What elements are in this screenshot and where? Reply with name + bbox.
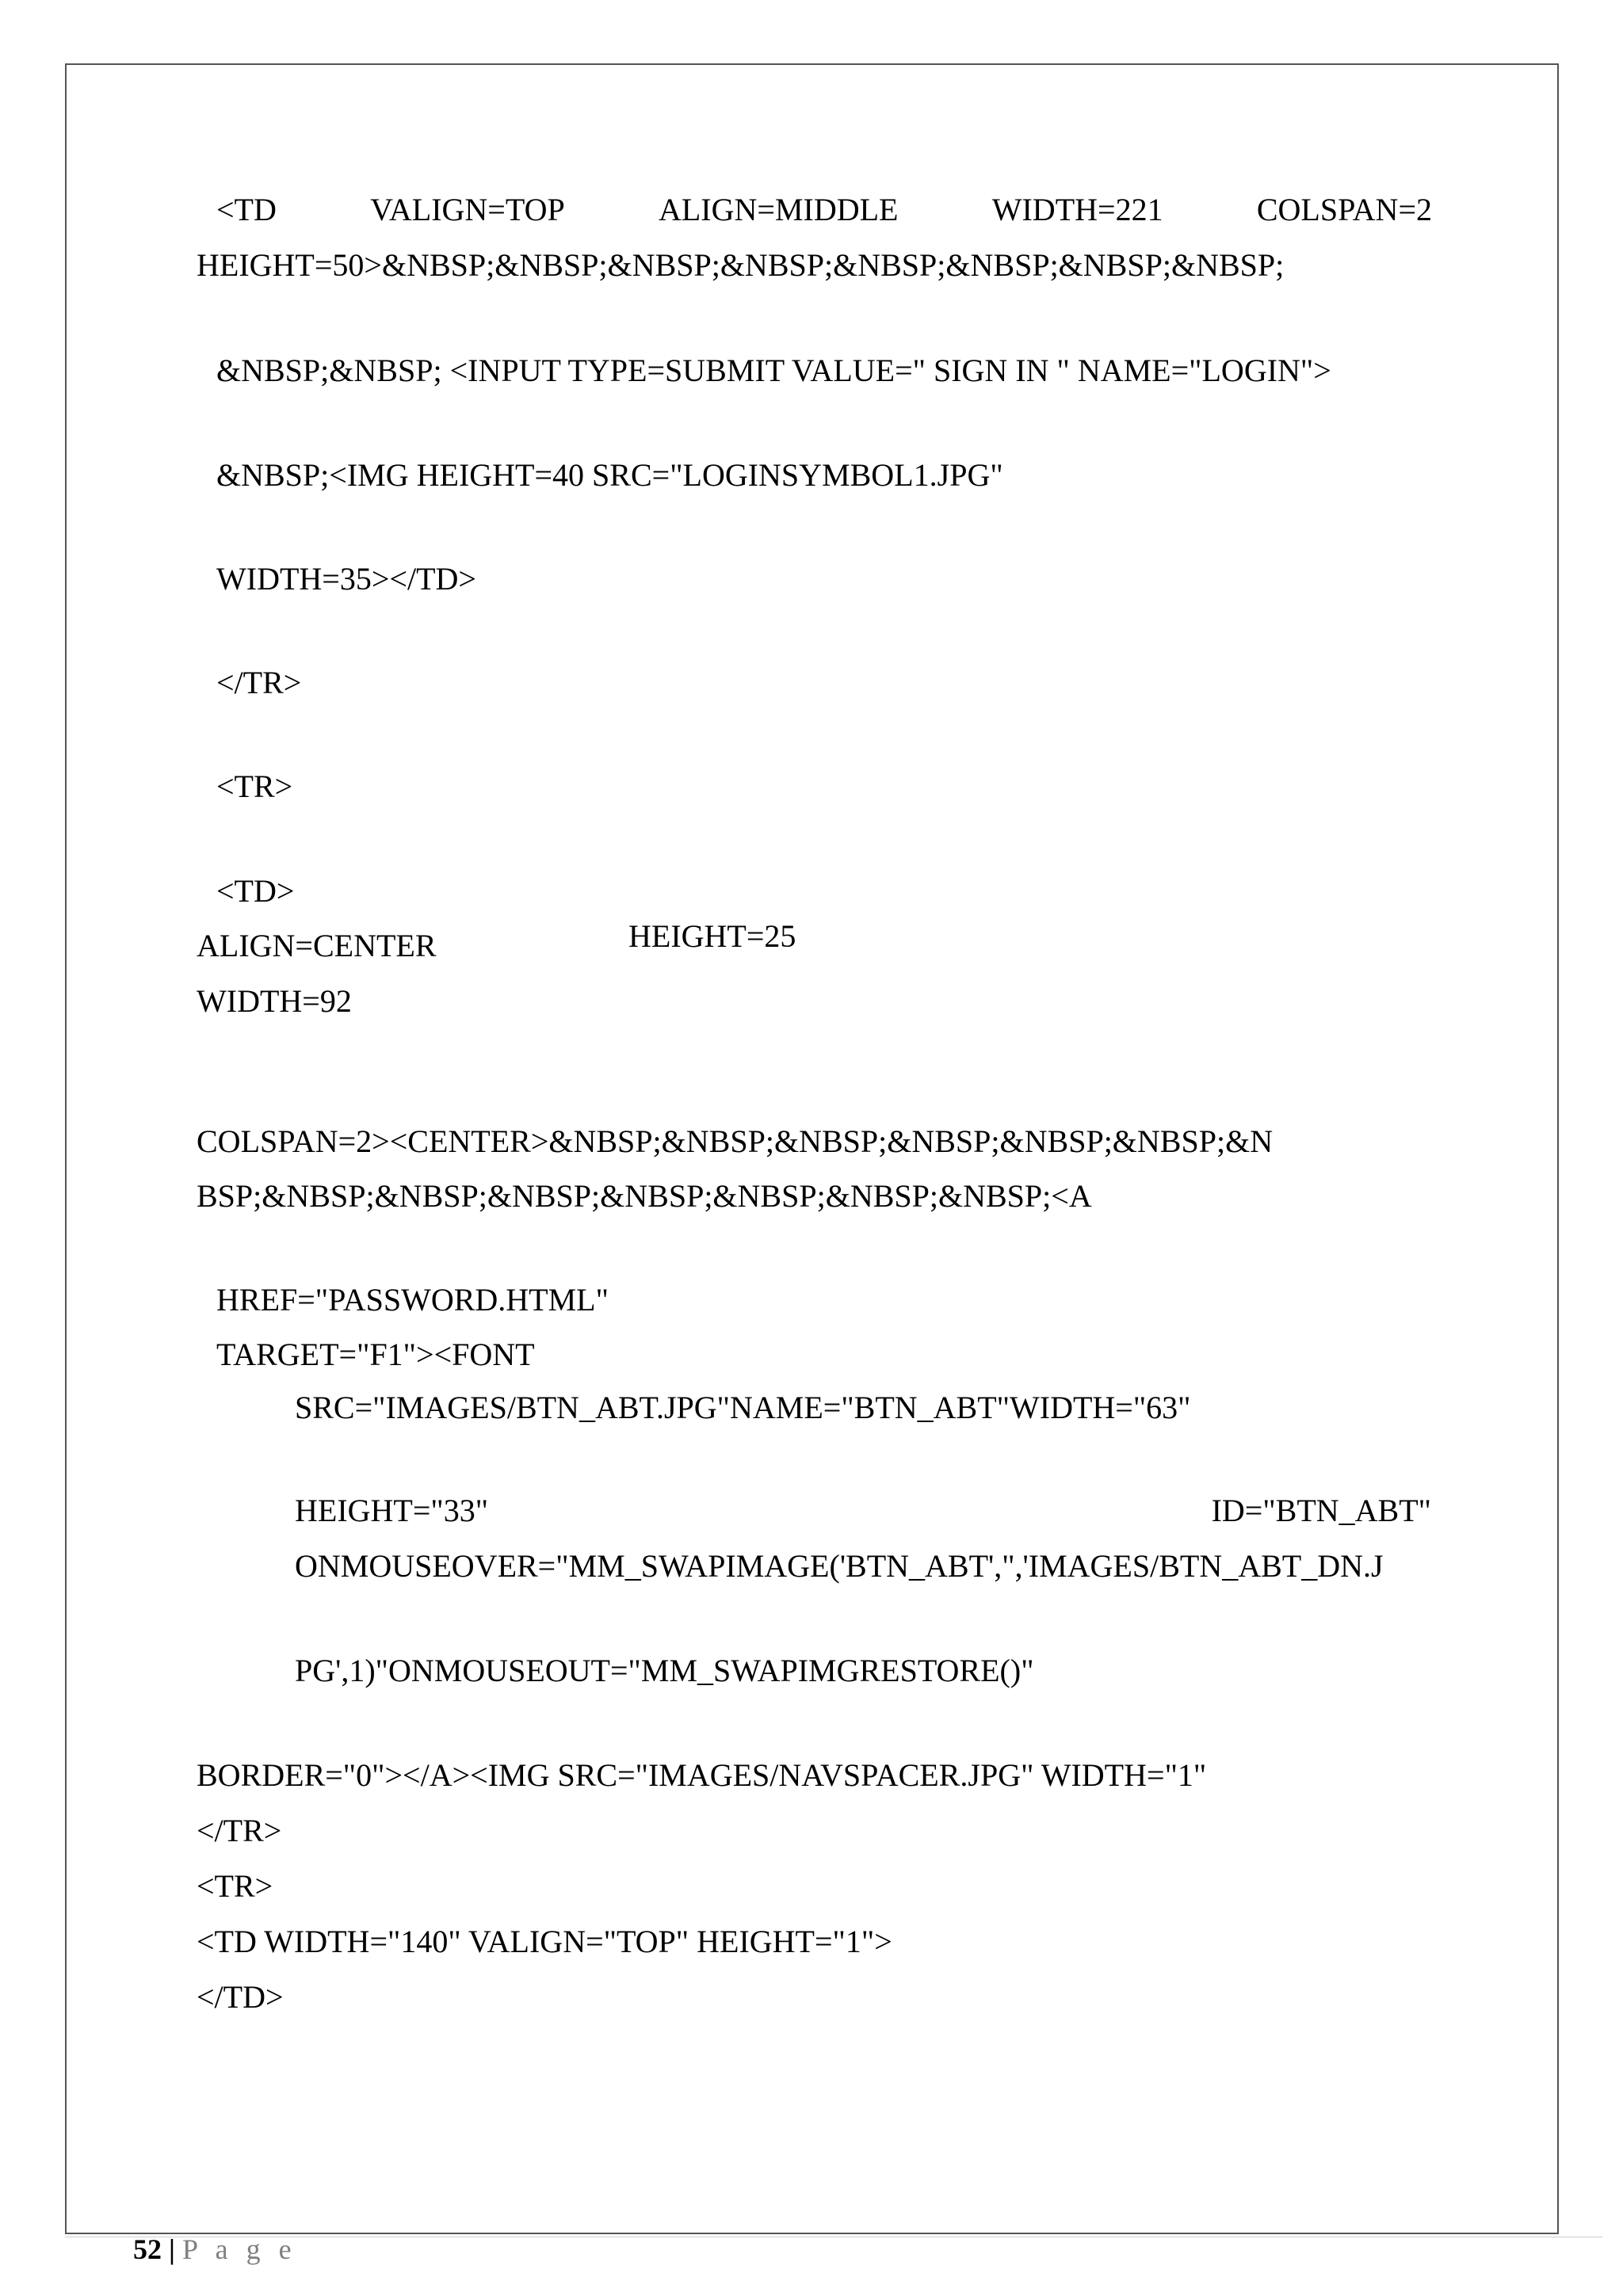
code-line: WIDTH=35></TD> (216, 561, 476, 597)
code-line: SRC="IMAGES/BTN_ABT.JPG"NAME="BTN_ABT"WIDTH="63" (295, 1390, 1191, 1425)
code-line: <TD WIDTH="140" VALIGN="TOP" HEIGHT="1"> (197, 1924, 892, 1959)
td-open-line (216, 191, 1432, 229)
code-line: ALIGN=CENTER (197, 928, 437, 963)
code-token: COLSPAN=2 (1256, 192, 1432, 227)
code-line: ONMOUSEOVER="MM_SWAPIMAGE('BTN_ABT',",'IMAGES/BTN_ABT_DN.J (295, 1548, 1384, 1584)
height-id-line (295, 1492, 1431, 1530)
code-line: WIDTH=92 (197, 983, 352, 1019)
page-footer (133, 2232, 297, 2267)
code-line: HREF="PASSWORD.HTML" (216, 1282, 609, 1318)
code-line: </TR> (197, 1813, 282, 1848)
code-line: <TD> (216, 873, 295, 909)
code-token: WIDTH=221 (991, 192, 1163, 227)
code-line: <TR> (197, 1868, 273, 1904)
code-line: </TD> (197, 1979, 284, 2015)
code-line: </TR> (216, 665, 302, 700)
code-line: PG',1)"ONMOUSEOUT="MM_SWAPIMGRESTORE()" (295, 1653, 1034, 1688)
page-word: P a g e (181, 2233, 297, 2265)
code-line: TARGET="F1"><FONT (216, 1337, 535, 1372)
code-line: HEIGHT=25 (628, 918, 796, 954)
code-line: HEIGHT=50>&NBSP;&NBSP;&NBSP;&NBSP;&NBSP;&NBSP;&NBSP;&NBSP; (197, 247, 1285, 283)
footer-separator: | (169, 2233, 175, 2265)
code-line: &NBSP;<IMG HEIGHT=40 SRC="LOGINSYMBOL1.JPG" (216, 457, 1003, 493)
code-line: BSP;&NBSP;&NBSP;&NBSP;&NBSP;&NBSP;&NBSP;&NBSP;<A (197, 1178, 1092, 1214)
code-token: HEIGHT="33" (295, 1493, 489, 1528)
code-line: <TR> (216, 769, 293, 804)
code-token: ID="BTN_ABT" (1211, 1493, 1431, 1528)
code-token: VALIGN=TOP (370, 192, 565, 227)
code-token: <TD (216, 192, 277, 227)
page-number: 52 (133, 2233, 162, 2265)
code-token: ALIGN=MIDDLE (658, 192, 899, 227)
code-line: COLSPAN=2><CENTER>&NBSP;&NBSP;&NBSP;&NBSP;&NBSP;&NBSP;&N (197, 1123, 1274, 1159)
code-line: BORDER="0"></A><IMG SRC="IMAGES/NAVSPACER.JPG" WIDTH="1" (197, 1757, 1207, 1793)
code-line: &NBSP;&NBSP; <INPUT TYPE=SUBMIT VALUE=" SIGN IN " NAME="LOGIN"> (216, 353, 1331, 388)
